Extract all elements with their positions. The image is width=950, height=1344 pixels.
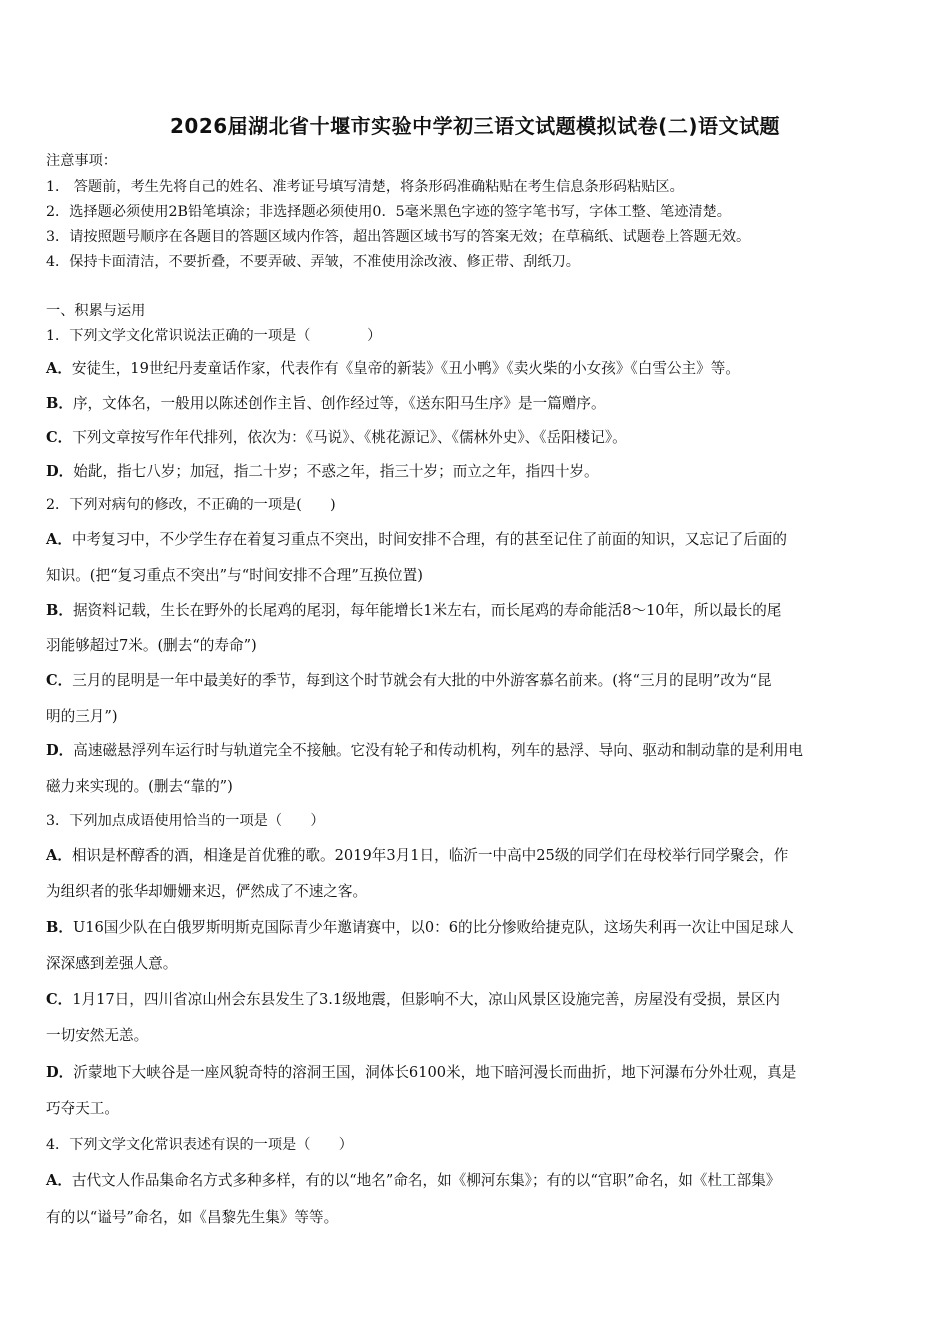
option-text: 始龀，指七八岁；加冠，指二十岁；不惑之年，指三十岁；而立之年，指四十岁。 [73, 463, 599, 480]
notice-item: 1． 答题前，考生先将自己的姓名、准考证号填写清楚，将条形码准确粘贴在考生信息条形码粘贴区。 [46, 179, 684, 195]
question-option [46, 990, 916, 1010]
option-label: D． [46, 1064, 74, 1081]
option-text-continued: 羽能够超过7米。(删去“的寿命”) [46, 637, 257, 654]
option-text-continued: 有的以“谥号”命名，如《昌黎先生集》等等。 [46, 1209, 339, 1226]
notice-item: 3．请按照题号顺序在各题目的答题区域内作答，超出答题区域书写的答案无效；在草稿纸、试题卷上答题无效。 [46, 229, 751, 245]
option-text-continued: 为组织者的张华却姗姗来迟，俨然成了不速之客。 [46, 883, 368, 900]
option-label: B． [46, 602, 73, 619]
question-stem: 4．下列文学文化常识表述有误的一项是（ ） [46, 1137, 353, 1153]
option-text-continued: 明的三月”) [46, 708, 118, 725]
question-option [46, 601, 916, 621]
option-label: A． [46, 1172, 72, 1189]
section-heading: 一、积累与运用 [46, 303, 146, 319]
question-option [46, 1171, 916, 1191]
option-text: 三月的昆明是一年中最美好的季节，每到这个时节就会有大批的中外游客慕名前来。(将“三月的昆明”改为“昆 [72, 672, 772, 689]
question-option [46, 428, 916, 448]
option-label: C． [46, 429, 73, 446]
notice-item: 4．保持卡面清洁，不要折叠，不要弄破、弄皱，不准使用涂改液、修正带、刮纸刀。 [46, 254, 580, 270]
option-label: D． [46, 742, 74, 759]
option-text: 据资料记载，生长在野外的长尾鸡的尾羽，每年能增长1米左右，而长尾鸡的寿命能活8～10年，所以最长的尾 [72, 602, 782, 619]
question-option [46, 671, 916, 691]
question-stem: 2．下列对病句的修改，不正确的一项是( ) [46, 497, 336, 513]
question-option [46, 741, 916, 761]
option-text-continued: 磁力来实现的。(删去“靠的”) [46, 778, 233, 795]
option-text-continued: 知识。(把“复习重点不突出”与“时间安排不合理”互换位置) [46, 567, 423, 584]
option-text: 下列文章按写作年代排列，依次为：《马说》、《桃花源记》、《儒林外史》、《岳阳楼记》。 [72, 429, 627, 446]
option-label: C． [46, 672, 73, 689]
option-text-continued: 深深感到差强人意。 [46, 955, 178, 972]
question-stem: 3．下列加点成语使用恰当的一项是（ ） [46, 813, 325, 829]
question-option [46, 530, 916, 550]
option-text: 古代文人作品集命名方式多种多样，有的以“地名”命名，如《柳河东集》；有的以“官职”命名，如《杜工部集》 [71, 1172, 781, 1189]
option-text-continued: 一切安然无恙。 [46, 1027, 149, 1044]
option-label: C． [46, 991, 73, 1008]
option-text: 沂蒙地下大峡谷是一座风貌奇特的溶洞王国，洞体长6100米，地下暗河漫长而曲折，地下河瀑布分外壮观，真是 [73, 1064, 797, 1081]
notice-item: 2．选择题必须使用2B铅笔填涂；非选择题必须使用0．5毫米黑色字迹的签字笔书写，字体工整、笔迹清楚。 [46, 204, 731, 220]
question-option [46, 359, 916, 379]
option-label: A． [46, 531, 72, 548]
option-text-continued: 巧夺天工。 [46, 1100, 119, 1117]
option-label: B． [46, 395, 73, 412]
option-text: 序，文体名，一般用以陈述创作主旨、创作经过等，《送东阳马生序》是一篇赠序。 [72, 395, 606, 412]
option-text: 高速磁悬浮列车运行时与轨道完全不接触。它没有轮子和传动机构，列车的悬浮、导向、驱动和制动靠的是利用电 [73, 742, 803, 759]
option-text: 相识是杯醇香的酒，相逢是首优雅的歌。2019年3月1日，临沂一中高中25级的同学们在母校举行同学聚会，作 [71, 847, 789, 864]
option-text: U16国少队在白俄罗斯明斯克国际青少年邀请赛中，以0：6的比分惨败给捷克队，这场失利再一次让中国足球人 [72, 919, 794, 936]
option-text: 安徒生，19世纪丹麦童话作家，代表作有《皇帝的新装》《丑小鸭》《卖火柴的小女孩》《白雪公主》等。 [71, 360, 740, 377]
question-option [46, 846, 916, 866]
option-label: B． [46, 919, 73, 936]
page-title: 2026届湖北省十堰市实验中学初三语文试题模拟试卷(二)语文试题 [170, 114, 780, 138]
option-label: D． [46, 463, 74, 480]
question-option [46, 918, 916, 938]
option-text: 中考复习中，不少学生存在着复习重点不突出，时间安排不合理，有的甚至记住了前面的知识，又忘记了后面的 [71, 531, 788, 548]
option-label: A． [46, 847, 72, 864]
question-stem: 1．下列文学文化常识说法正确的一项是（ ） [46, 328, 382, 344]
option-text: 1月17日，四川省凉山州会东县发生了3.1级地震，但影响不大，凉山风景区设施完善，房屋没有受损，景区内 [72, 991, 781, 1008]
question-option [46, 462, 916, 482]
option-label: A． [46, 360, 72, 377]
question-option [46, 1063, 916, 1083]
notice-heading: 注意事项： [46, 153, 117, 169]
question-option [46, 394, 916, 414]
